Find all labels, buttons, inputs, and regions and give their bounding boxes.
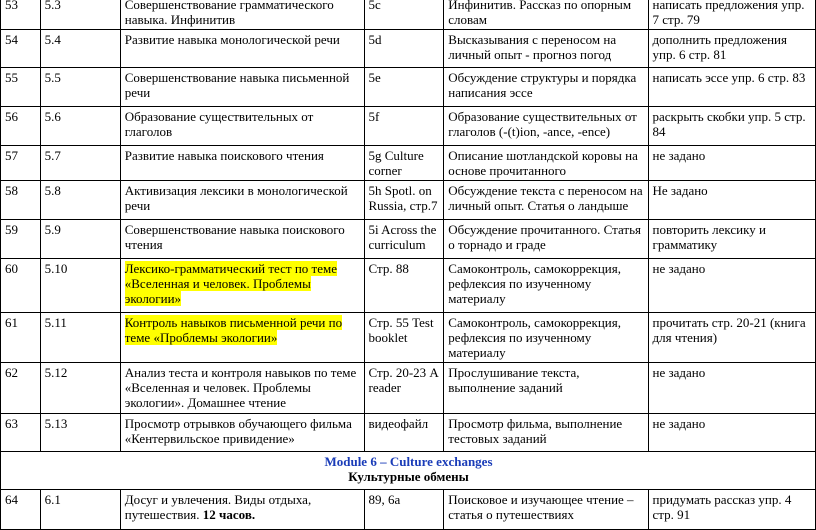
lesson-activity: Обсуждение структуры и порядка написания эссе [444, 68, 648, 107]
lesson-activity: Поисковое и изучающее чтение – статья о путешествиях [444, 490, 648, 530]
module-header-row [1, 452, 816, 490]
table-row [1, 490, 816, 530]
table-row [1, 220, 816, 259]
lesson-homework: придумать рассказ упр. 4 стр. 91 [648, 490, 815, 530]
lesson-activity: Высказывания с переносом на личный опыт - прогноз погод [444, 30, 648, 68]
lesson-activity: Просмотр фильма, выполнение тестовых заданий [444, 414, 648, 452]
lesson-code: 5.10 [40, 259, 120, 313]
lesson-unit: 5d [364, 30, 444, 68]
lesson-unit: Стр. 55 Test booklet [364, 313, 444, 363]
lesson-number: 64 [1, 490, 41, 530]
table-row [1, 363, 816, 414]
lesson-homework: не задано [648, 414, 815, 452]
lesson-unit: 5g Culture corner [364, 146, 444, 181]
lesson-number: 56 [1, 107, 41, 146]
module-subtitle: Культурные обмены [348, 469, 469, 484]
lesson-code: 5.5 [40, 68, 120, 107]
table-row [1, 0, 816, 30]
lesson-unit: Стр. 20-23 A reader [364, 363, 444, 414]
lesson-code: 6.1 [40, 490, 120, 530]
lesson-topic-text: Совершенствование навыка поискового чтения [124, 222, 345, 252]
lesson-hours: 12 часов. [199, 507, 256, 522]
lesson-topic-text: Контроль навыков письменной речи по теме «Проблемы экологии» [124, 315, 343, 345]
lesson-topic [120, 107, 364, 146]
lesson-topic [120, 313, 364, 363]
lesson-number: 54 [1, 30, 41, 68]
lesson-code: 5.11 [40, 313, 120, 363]
lesson-number: 61 [1, 313, 41, 363]
table-row [1, 414, 816, 452]
lesson-topic [120, 363, 364, 414]
lesson-topic [120, 0, 364, 30]
lesson-activity: Инфинитив. Рассказ по опорным словам [444, 0, 648, 30]
lesson-activity: Описание шотландской коровы на основе прочитанного [444, 146, 648, 181]
lesson-code: 5.12 [40, 363, 120, 414]
lesson-activity: Самоконтроль, самокоррекция, рефлексия по изученному материалу [444, 313, 648, 363]
lesson-activity: Обсуждение прочитанного. Статья о торнадо и граде [444, 220, 648, 259]
lesson-unit: 5e [364, 68, 444, 107]
table-row [1, 107, 816, 146]
table-row [1, 313, 816, 363]
lesson-code: 5.8 [40, 181, 120, 220]
lesson-homework: не задано [648, 363, 815, 414]
lesson-homework: раскрыть скобки упр. 5 стр. 84 [648, 107, 815, 146]
lesson-number: 57 [1, 146, 41, 181]
table-row [1, 181, 816, 220]
lesson-topic-text: Лексико-грамматический тест по теме «Вселенная и человек. Проблемы экологии» [124, 261, 338, 306]
lesson-unit: 5h Spotl. on Russia, стр.7 [364, 181, 444, 220]
lesson-unit: Стр. 88 [364, 259, 444, 313]
lesson-number: 53 [1, 0, 41, 30]
lesson-topic [120, 146, 364, 181]
lesson-unit: 5i Across the curriculum [364, 220, 444, 259]
lesson-homework: прочитать стр. 20-21 (книга для чтения) [648, 313, 815, 363]
lesson-homework: не задано [648, 259, 815, 313]
table-body [1, 0, 816, 530]
module-title: Module 6 – Culture exchanges [324, 454, 493, 469]
table-row [1, 146, 816, 181]
lesson-activity: Самоконтроль, самокоррекция, рефлексия по изученному материалу [444, 259, 648, 313]
lesson-code: 5.6 [40, 107, 120, 146]
lesson-topic [120, 68, 364, 107]
lesson-code: 5.7 [40, 146, 120, 181]
lesson-number: 55 [1, 68, 41, 107]
lesson-unit: 5f [364, 107, 444, 146]
table-row [1, 68, 816, 107]
lesson-unit: 89, 6a [364, 490, 444, 530]
lesson-code: 5.13 [40, 414, 120, 452]
lesson-number: 59 [1, 220, 41, 259]
lesson-activity: Обсуждение текста с переносом на личный опыт. Статья о ландыше [444, 181, 648, 220]
lesson-number: 58 [1, 181, 41, 220]
lesson-topic [120, 30, 364, 68]
module-header-cell [1, 452, 816, 490]
lesson-homework: повторить лексику и грамматику [648, 220, 815, 259]
lesson-topic-text: Просмотр отрывков обучающего фильма «Кентервильское привидение» [124, 416, 352, 446]
lesson-topic [120, 181, 364, 220]
lesson-code: 5.4 [40, 30, 120, 68]
lesson-code: 5.9 [40, 220, 120, 259]
lesson-homework: написать эссе упр. 6 стр. 83 [648, 68, 815, 107]
table-row [1, 259, 816, 313]
lesson-homework: написать предложения упр. 7 стр. 79 [648, 0, 815, 30]
lesson-topic-text: Активизация лексики в монологической речи [124, 183, 348, 213]
lesson-homework: Не задано [648, 181, 815, 220]
lesson-activity: Прослушивание текста, выполнение заданий [444, 363, 648, 414]
lesson-homework: не задано [648, 146, 815, 181]
lesson-topic [120, 414, 364, 452]
lesson-unit: 5c [364, 0, 444, 30]
lesson-topic [120, 220, 364, 259]
lesson-number: 63 [1, 414, 41, 452]
lesson-topic-text: Совершенствование навыка письменной речи [124, 70, 350, 100]
lesson-code: 5.3 [40, 0, 120, 30]
lesson-activity: Образование существительных от глаголов (-(t)ion, -ance, -ence) [444, 107, 648, 146]
lesson-topic-text: Образование существительных от глаголов [124, 109, 314, 139]
table-row [1, 30, 816, 68]
lesson-topic-text: Развитие навыка поискового чтения [124, 148, 324, 163]
lesson-topic-text: Развитие навыка монологической речи [124, 32, 340, 47]
lesson-topic [120, 259, 364, 313]
lesson-topic-text: Досуг и увлечения. Виды отдыха, путешествия. [124, 492, 312, 522]
lesson-unit: видеофайл [364, 414, 444, 452]
lesson-topic-text: Совершенствование грамматического навыка. Инфинитив [124, 0, 334, 27]
lesson-homework: дополнить предложения упр. 6 стр. 81 [648, 30, 815, 68]
lesson-number: 62 [1, 363, 41, 414]
lesson-topic [120, 490, 364, 530]
lesson-topic-text: Анализ теста и контроля навыков по теме «Вселенная и человек. Проблемы экологии». Домашнее чтение [124, 365, 357, 410]
lesson-number: 60 [1, 259, 41, 313]
